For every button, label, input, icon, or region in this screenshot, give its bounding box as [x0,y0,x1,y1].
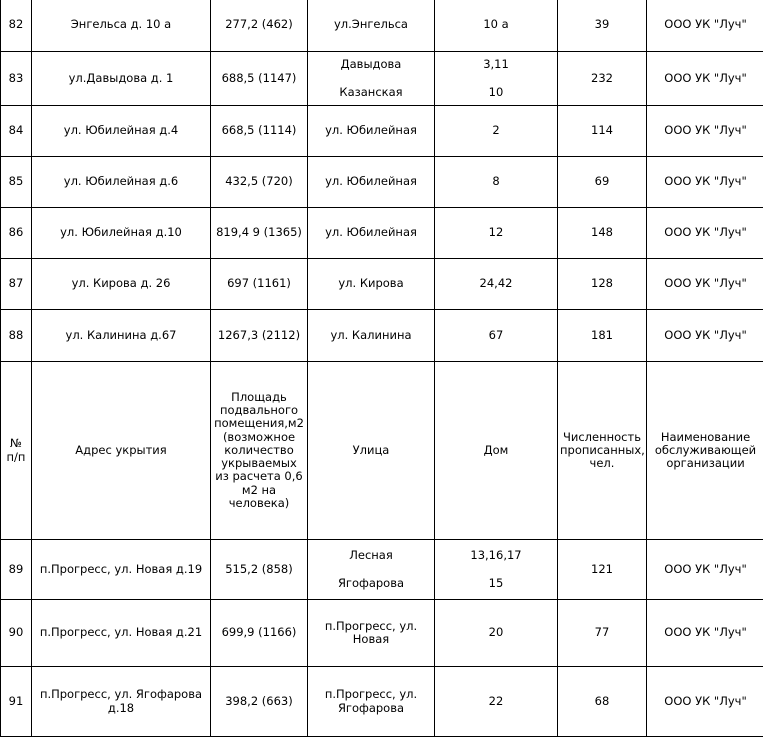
basement-area: 688,5 (1147) [211,52,308,106]
street: п.Прогресс, ул. Новая [308,600,435,667]
basement-area: 277,2 (462) [211,0,308,52]
street: п.Прогресс, ул. Ягофарова [308,667,435,737]
basement-area: 432,5 (720) [211,157,308,208]
service-organization: ООО УК "Луч" [647,667,763,737]
street: ул. Юбилейная [308,157,435,208]
row-num: 90 [1,600,32,667]
house-number: 8 [435,157,558,208]
row-num: 82 [1,0,32,52]
basement-area: 697 (1161) [211,259,308,310]
shelter-address: п.Прогресс, ул. Новая д.21 [32,600,211,667]
header-num: № п/п [1,362,32,540]
house-number: 22 [435,667,558,737]
service-organization: ООО УК "Луч" [647,600,763,667]
row-num: 85 [1,157,32,208]
house-number: 12 [435,208,558,259]
registered-people: 181 [558,310,647,362]
service-organization: ООО УК "Луч" [647,540,763,600]
street: ул.Энгельса [308,0,435,52]
registered-people: 69 [558,157,647,208]
registered-people: 77 [558,600,647,667]
street: ул. Калинина [308,310,435,362]
street [308,540,435,600]
registered-people: 68 [558,667,647,737]
table-row [1,208,763,259]
shelter-address: ул. Калинина д.67 [32,310,211,362]
basement-area: 515,2 (858) [211,540,308,600]
house-number-line: 13,16,17 [470,548,522,563]
header-row [1,362,763,540]
header-address: Адрес укрытия [32,362,211,540]
table-row [1,540,763,600]
basement-area: 668,5 (1114) [211,106,308,157]
header-house: Дом [435,362,558,540]
header-street: Улица [308,362,435,540]
registered-people: 121 [558,540,647,600]
registered-people: 114 [558,106,647,157]
row-num: 83 [1,52,32,106]
registered-people: 39 [558,0,647,52]
basement-area: 398,2 (663) [211,667,308,737]
house-number: 24,42 [435,259,558,310]
table-body-bottom [1,540,763,737]
street: ул. Юбилейная [308,106,435,157]
service-organization: ООО УК "Луч" [647,208,763,259]
table-row [1,600,763,667]
row-num: 87 [1,259,32,310]
table-body-top [1,0,763,362]
row-num: 91 [1,667,32,737]
service-organization: ООО УК "Луч" [647,259,763,310]
table-row [1,52,763,106]
shelter-address: п.Прогресс, ул. Новая д.19 [32,540,211,600]
shelter-address: ул.Давыдова д. 1 [32,52,211,106]
house-number-line: 10 [488,84,504,99]
registered-people: 232 [558,52,647,106]
service-organization: ООО УК "Луч" [647,52,763,106]
house-number-stack [437,58,555,98]
house-number-line: 3,11 [483,57,509,72]
street: ул. Юбилейная [308,208,435,259]
street [308,52,435,106]
service-organization: ООО УК "Луч" [647,106,763,157]
registered-people: 148 [558,208,647,259]
house-number: 67 [435,310,558,362]
house-number: 20 [435,600,558,667]
shelter-address: ул. Юбилейная д.10 [32,208,211,259]
table-row [1,157,763,208]
basement-area: 699,9 (1166) [211,600,308,667]
shelter-address: п.Прогресс, ул. Ягофарова д.18 [32,667,211,737]
basement-area: 819,4 9 (1365) [211,208,308,259]
service-organization: ООО УК "Луч" [647,310,763,362]
house-number-line: 15 [488,575,504,590]
house-number [435,540,558,600]
service-organization: ООО УК "Луч" [647,157,763,208]
shelter-address: Энгельса д. 10 а [32,0,211,52]
row-num: 89 [1,540,32,600]
street-line: Давыдова [340,57,402,72]
header-org: Наименование обслуживающей организации [647,362,763,540]
street-line: Ягофарова [337,575,405,590]
table-row [1,259,763,310]
street: ул. Кирова [308,259,435,310]
shelter-address: ул. Юбилейная д.4 [32,106,211,157]
house-number-stack [437,549,555,589]
street-stack [310,58,432,98]
table-row [1,106,763,157]
table-row [1,310,763,362]
basement-area: 1267,3 (2112) [211,310,308,362]
shelter-address: ул. Кирова д. 26 [32,259,211,310]
row-num: 84 [1,106,32,157]
house-number: 10 а [435,0,558,52]
street-line: Лесная [349,548,393,563]
row-num: 86 [1,208,32,259]
house-number [435,52,558,106]
header-people: Численность прописанных, чел. [558,362,647,540]
table-row [1,667,763,737]
row-num: 88 [1,310,32,362]
shelter-address: ул. Юбилейная д.6 [32,157,211,208]
service-organization: ООО УК "Луч" [647,0,763,52]
header-area: Площадь подвального помещения,м2 (возможное количество укрываемых из расчета 0,6 м2 на человека) [211,362,308,540]
table-row [1,0,763,52]
street-stack [310,549,432,589]
registered-people: 128 [558,259,647,310]
house-number: 2 [435,106,558,157]
table-header [1,362,763,540]
street-line: Казанская [339,84,403,99]
